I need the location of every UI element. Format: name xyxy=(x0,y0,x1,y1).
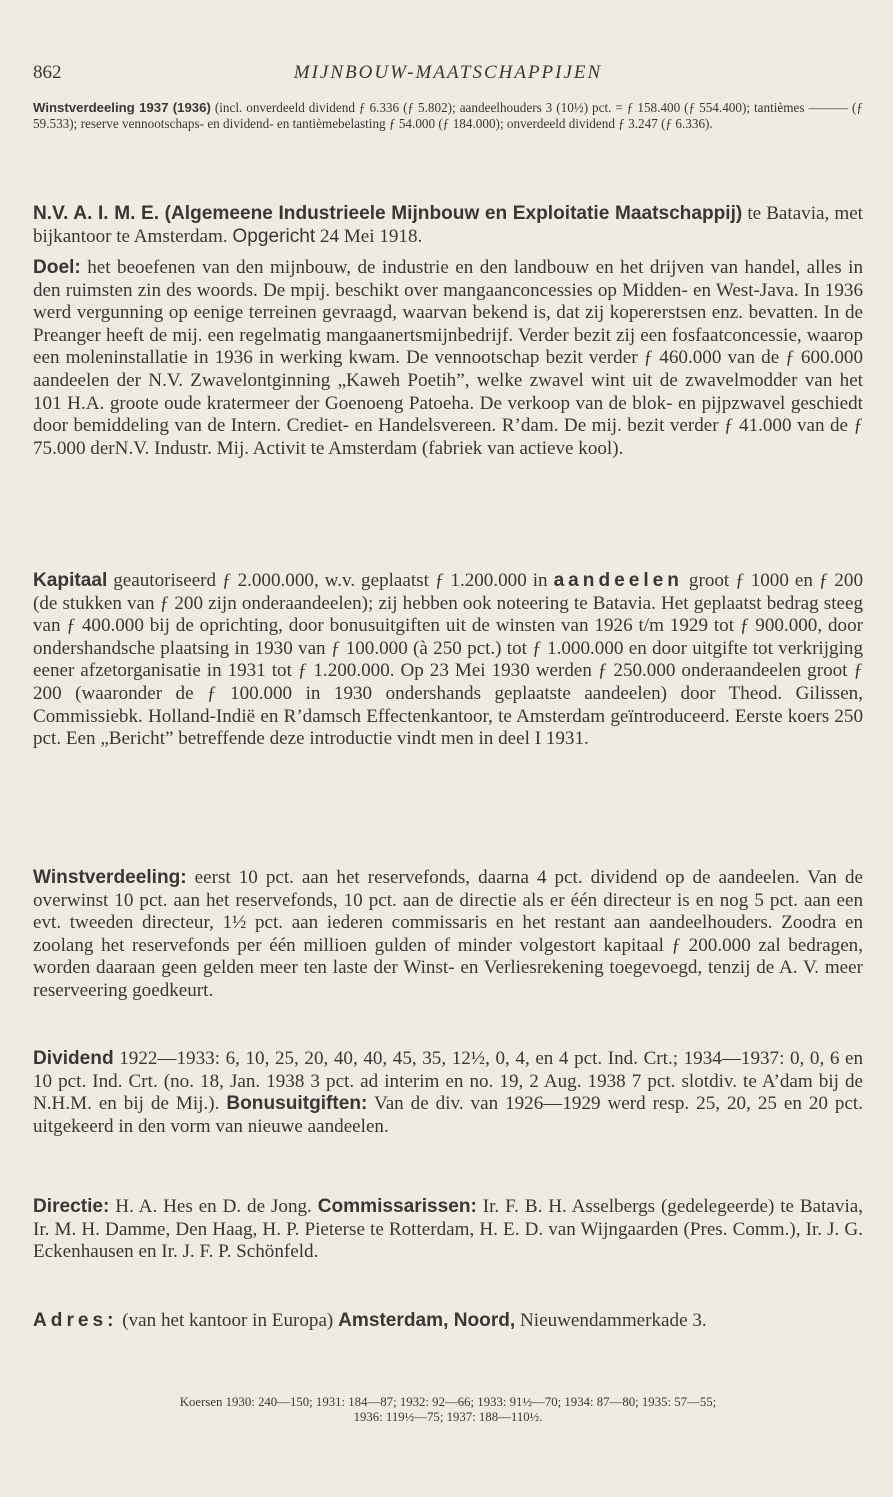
section-directie xyxy=(33,1196,863,1264)
page-number: 862 xyxy=(33,62,62,83)
koersen-line-1: Koersen 1930: 240—150; 1931: 184—87; 1932: 92—66; 1933: 91½—70; 1934: 87—80; 1935: 57—55; xyxy=(179,1395,717,1409)
company-name: N.V. A. I. M. E. (Algemeene Industrieele Mijnbouw en Exploitatie Maatschappij) xyxy=(33,203,743,224)
directie-text: H. A. Hes en D. de Jong. xyxy=(109,1196,318,1217)
adres-text-2: Nieuwendammerkade 3. xyxy=(515,1310,707,1331)
section-kapitaal xyxy=(33,570,863,751)
founded-text: 24 Mei 1918. xyxy=(315,225,423,247)
section-doel xyxy=(33,257,863,460)
commissarissen-text: Ir. F. B. H. Asselbergs (gedelegeerde) te Batavia, Ir. M. H. Damme, Den Haag, H. P. Pieterse te Rotterdam, H. E. D. van Wijngaarden (Pres. Comm.), Ir. J. G. Eckenhausen en Ir. J. F. P. Schönfeld. xyxy=(33,1196,864,1263)
directie-label: Directie: xyxy=(33,1196,110,1217)
bonusuitgiften-text: Van de div. van 1926—1929 werd resp. 25, 20, 25 en 20 pct. uitgekeerd in den vorm van nieuwe aandeelen. xyxy=(33,1093,863,1137)
bonusuitgiften-label: Bonusuitgiften: xyxy=(226,1093,368,1115)
winstverdeeling-label: Winstverdeeling: xyxy=(33,867,187,888)
previous-entry-text: (incl. onverdeeld dividend ƒ 6.336 (ƒ 5.802); aandeelhouders 3 (10½) pct. = ƒ 158.400 (ƒ 554.400); tantièmes ——— (ƒ 59.533); reserve vennootschaps- en dividend- en tantièmebelasting ƒ 54.000 (ƒ 184.000); onverdeeld dividend ƒ 3.247 (ƒ 6.336). xyxy=(33,100,863,131)
kapitaal-label: Kapitaal xyxy=(33,570,108,591)
company-seat: te Batavia, met bijkantoor te Amsterdam. xyxy=(33,203,863,247)
aandeelen-term: aandeelen xyxy=(553,570,683,591)
company-heading xyxy=(33,203,863,248)
page-header xyxy=(33,62,863,90)
dividend-label: Dividend xyxy=(33,1048,114,1069)
previous-entry-label: Winstverdeeling 1937 (1936) xyxy=(33,100,211,115)
adres-city: Amsterdam, Noord, xyxy=(338,1310,516,1331)
dividend-text: 1922—1933: 6, 10, 25, 20, 40, 40, 45, 35, 12½, 0, 4, en 4 pct. Ind. Crt.; 1934—1937: 0, 0, 6 en 10 pct. Ind. Crt. (no. 18, Jan. 1938 3 pct. ad interim en no. 19, 2 Aug. 1938 7 pct. slotdiv. te A’dam bij de N.H.M. en bij de Mij.). xyxy=(33,1048,863,1115)
section-adres xyxy=(33,1310,863,1333)
section-dividend xyxy=(33,1048,863,1138)
running-title: MIJNBOUW-MAATSCHAPPIJEN xyxy=(293,62,603,83)
koersen-line-2: 1936: 119½—75; 1937: 188—110½. xyxy=(353,1410,543,1424)
koersen-footnote xyxy=(33,1395,863,1425)
adres-text-1: (van het kantoor in Europa) xyxy=(117,1310,339,1331)
doel-label: Doel: xyxy=(33,257,81,278)
section-winstverdeeling xyxy=(33,867,863,1003)
adres-label: Adres: xyxy=(33,1310,118,1331)
doel-text: het beoefenen van den mijnbouw, de industrie en den landbouw en het drijven van handel, alles in den ruimsten zin des woords. De mpij. beschikt over mangaanconcessies op Midden- en West-Java. In 1936 werd vergunning op eenige terreinen gevraagd, waarvan bekend is, dat zij kopererstsen enz. bevatten. In de Preanger heeft de mij. een regelmatig mangaanertsmijnbedrijf. Verder bezit zij een fosfaatconcessie, waarop een moleninstallatie in 1936 in werking kwam. De vennootschap bezit verder ƒ 460.000 van de ƒ 600.000 aandeelen der N.V. Zwavelontginning „Kaweh Poetih”, welke zwavel wint uit de zwavelmodder van het 101 H.A. groote oude kratermeer der Goenoeng Patoeha. De verkoop van de blok- en pijpzwavel geschiedt door bemiddeling van de Intern. Crediet- en Handelsvereen. R’dam. De mij. bezit verder ƒ 41.000 van de ƒ 75.000 derN.V. Industr. Mij. Activit te Amsterdam (fabriek van actieve kool). xyxy=(33,257,863,459)
founded-label: Opgericht xyxy=(232,225,316,247)
commissarissen-label: Commissarissen: xyxy=(317,1196,477,1217)
previous-entry-winstverdeeling xyxy=(33,100,863,131)
winstverdeeling-text: eerst 10 pct. aan het reservefonds, daarna 4 pct. dividend op de aandeelen. Van de overwinst 10 pct. aan het reservefonds, 10 pct. aan de directie als er één directeur is en nog 5 pct. aan een evt. tweeden directeur, 1½ pct. aan iederen commissaris en het restant aan aandeelhouders. Zoodra en zoolang het reservefonds per één millioen gulden of minder volgestort kapitaal ƒ 200.000 zal bedragen, worden daaraan geen gelden meer ten laste der Winst- en Verliesrekening toegevoegd, tenzij de A. V. meer reserveering goedkeurt. xyxy=(33,867,863,1001)
kapitaal-text-1: geautoriseerd ƒ 2.000.000, w.v. geplaatst ƒ 1.200.000 in xyxy=(107,570,554,591)
kapitaal-text-2: groot ƒ 1000 en ƒ 200 (de stukken van ƒ 200 zijn onderaandeelen); zij hebben ook noteering te Batavia. Het geplaatst bedrag steeg van ƒ 400.000 bij de oprichting, door bonusuitgiften uit de winsten van 1926 t/m 1929 tot ƒ 900.000, door ondershandsche plaatsing in 1930 van ƒ 100.000 (à 250 pct.) tot ƒ 1.000.000 en door uitgifte tot verkrijging eener afzetorganisatie in 1931 tot ƒ 1.200.000. Op 23 Mei 1930 werden ƒ 250.000 onderaandeelen groot ƒ 200 (waaronder de ƒ 100.000 in 1930 ondershands geplaatste aandeelen) door Theod. Gilissen, Commissiebk. Holland-Indië en R’damsch Effectenkantoor, te Amsterdam geïntroduceerd. Eerste koers 250 pct. Een „Bericht” betreffende deze introductie vindt men in deel I 1931. xyxy=(33,570,863,750)
